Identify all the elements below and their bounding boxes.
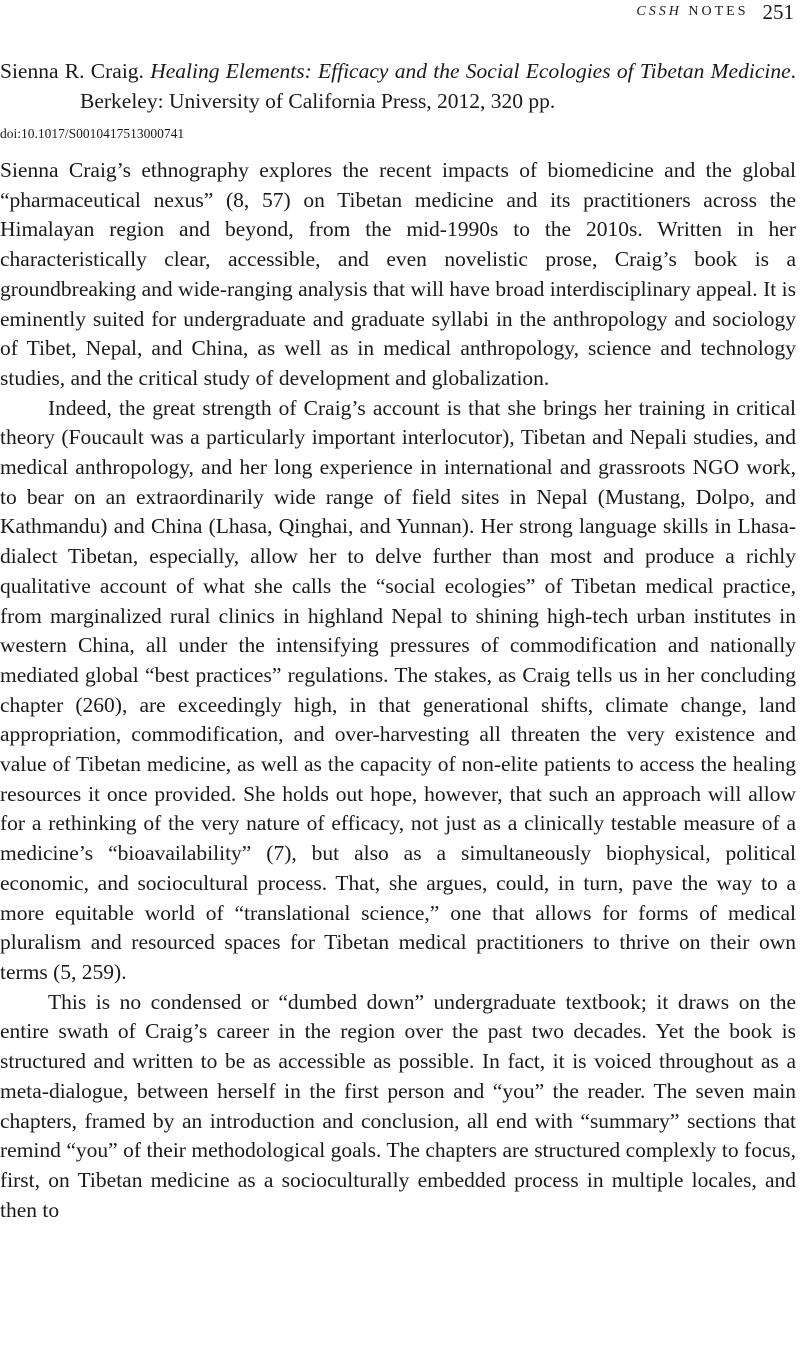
reviewed-title: Healing Elements: Efficacy and the Social Ecologies of Tibetan Medicine — [150, 59, 791, 83]
paragraph-1: Sienna Craig’s ethnography explores the recent impacts of biomedicine and the global “pharmaceutical nexus” (8, 57) on Tibetan medicine and its practitioners across the Himalayan region and beyond, from the mid-1990s to the 2010s. Written in her characteristically clear, accessible, and even novelistic prose, Craig’s book is a groundbreaking and wide-ranging analysis that will have broad interdisciplinary appeal. It is eminently suited for undergraduate and graduate syllabi in the anthropology and sociology of Tibet, Nepal, and China, as well as in medical anthropology, science and technology studies, and the critical study of development and globalization. — [0, 158, 796, 390]
page-number: 251 — [762, 0, 794, 24]
review-citation — [0, 56, 796, 116]
doi-link[interactable]: doi:10.1017/S0010417513000741 — [0, 126, 185, 141]
running-head — [636, 0, 794, 24]
review-body — [0, 156, 796, 1225]
page-content — [0, 56, 796, 1225]
reviewed-author: Sienna R. Craig. — [0, 59, 144, 83]
paragraph-3: This is no condensed or “dumbed down” undergraduate textbook; it draws on the entire swath of Craig’s career in the region over the past two decades. Yet the book is structured and written to be as accessible as possible. In fact, it is voiced throughout as a meta-dialogue, between herself in the first person and “you” the reader. The seven main chapters, framed by an introduction and conclusion, all end with “summary” sections that remind “you” of their methodological goals. The chapters are structured complexly to focus, first, on Tibetan medicine as a socioculturally embedded process in multiple locales, and then to — [0, 989, 796, 1222]
paragraph-2: Indeed, the great strength of Craig’s account is that she brings her training in critical theory (Foucault was a particularly important interlocutor), Tibetan and Nepali studies, and medical anthropology, and her long experience in international and grassroots NGO work, to bear on an extraordinarily wide range of field sites in Nepal (Mustang, Dolpo, and Kathmandu) and China (Lhasa, Qinghai, and Yunnan). Her strong language skills in Lhasa-dialect Tibetan, especially, allow her to delve further than most and produce a richly qualitative account of what she calls the “social ecologies” of Tibetan medical practice, from marginalized rural clinics in highland Nepal to shining high-tech urban institutes in western China, all under the intensifying pressures of commodification and nationally mediated global “best practices” regulations. The stakes, as Craig tells us in her concluding chapter (260), are exceedingly high, in that generational shifts, climate change, land appropriation, commodification, and over-harvesting all threaten the very existence and value of Tibetan medicine, as well as the capacity of non-elite patients to access the healing resources it once provided. She holds out hope, however, that such an approach will allow for a rethinking of the very nature of efficacy, not just as a clinically testable measure of a medicine’s “bioavailability” (7), but also as a simultaneously biophysical, political economic, and sociocultural process. That, she argues, could, in turn, pave the way to a more equitable world of “translational science,” one that allows for forms of medical pluralism and resourced spaces for Tibetan medical practitioners to thrive on their own terms (5, 259). — [0, 395, 796, 984]
journal-section-title: CSSH NOTES — [636, 4, 749, 19]
publication-info: . Berkeley: University of California Press, 2012, 320 pp. — [80, 59, 797, 113]
